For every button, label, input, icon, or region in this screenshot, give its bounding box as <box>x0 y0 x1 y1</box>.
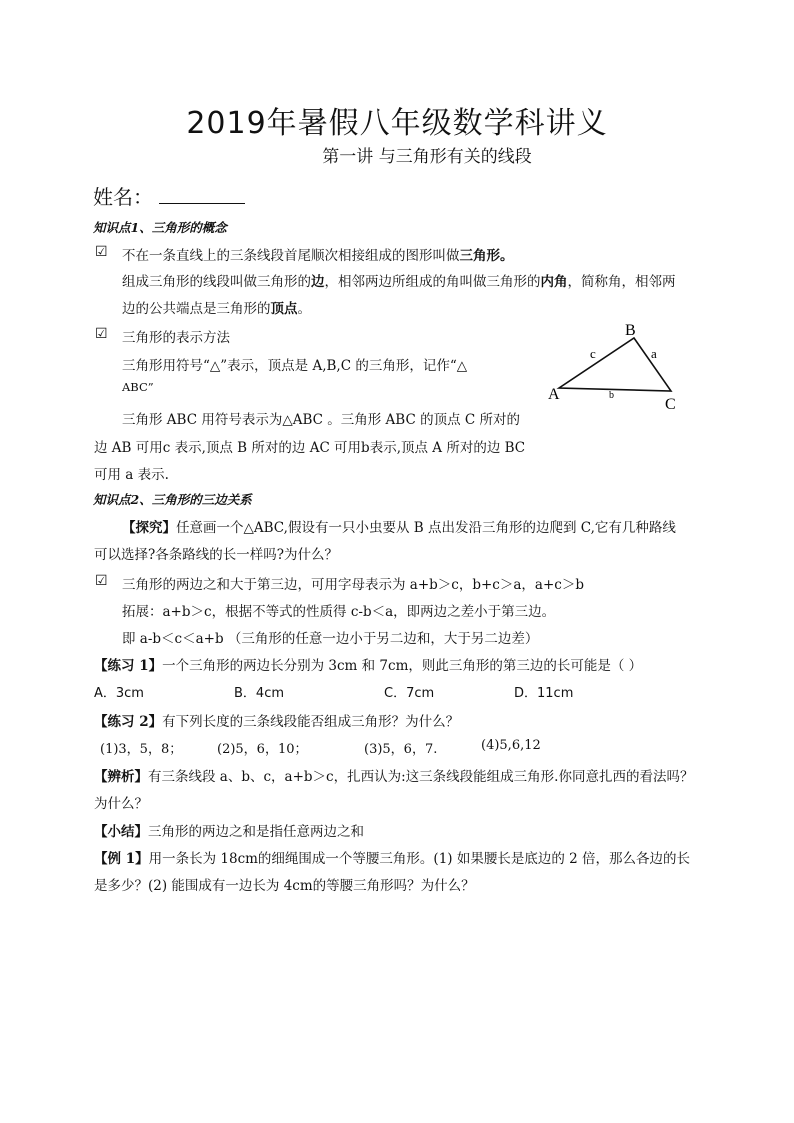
option-d: D．11cm <box>514 686 574 701</box>
text-segment: 组成三角形的线段叫做三角形的 <box>122 274 311 290</box>
exercise-2-question <box>94 710 459 730</box>
checkbox-icon: ☑ <box>95 244 108 260</box>
text-segment: 一个三角形的两边长分别为 3cm 和 7cm，则此三角形的第三边的长可能是（ ） <box>162 658 643 674</box>
definition-line-1 <box>122 244 514 264</box>
document-title: 2019年暑假八年级数学科讲义 <box>186 106 608 141</box>
name-field <box>93 181 245 210</box>
vertex-c-label: C <box>665 396 676 413</box>
exercise-2-label: 【练习 2】 <box>94 714 163 730</box>
text-segment: 用一条长为 18cm的细绳围成一个等腰三角形。(1) 如果腰长是底边的 2 倍，那么各边的长 <box>148 851 691 867</box>
analysis-question-cont: 为什么？ <box>94 796 148 812</box>
knowledge-point-1-heading: 知识点1、三角形的概念 <box>93 220 227 235</box>
explore-line-2: 可以选择?各条路线的长一样吗?为什么？ <box>94 547 338 563</box>
side-b-label: b <box>609 390 614 401</box>
exercise-2-item-3: (3)5，6，7. <box>364 742 438 757</box>
triangle-abc-figure <box>538 318 688 418</box>
checkbox-icon: ☑ <box>95 573 108 589</box>
conclusion-line: 即 a-b＜c＜a+b （三角形的任意一边小于另二边和，大于另二边差） <box>122 631 539 647</box>
triangle-inequality-rule: 三角形的两边之和大于第三边，可用字母表示为 a+b＞c，b+c＞a，a+c＞b <box>122 577 584 593</box>
extension-line: 拓展：a+b＞c，根据不等式的性质得 c-b＜a，即两边之差小于第三边。 <box>122 604 556 620</box>
knowledge-point-2-heading: 知识点2、三角形的三边关系 <box>93 492 252 507</box>
definition-line-3 <box>122 297 311 317</box>
vertex-b-label: B <box>625 322 636 339</box>
side-c-label: c <box>590 346 596 361</box>
exercise-2-item-1: (1)3，5，8； <box>100 742 183 757</box>
definition-line-2 <box>122 270 676 290</box>
text-segment: 不在一条直线上的三条线段首尾顺次相接组成的图形叫做 <box>122 248 460 264</box>
text-segment: 。 <box>297 301 311 317</box>
option-a: A．3cm <box>94 686 144 701</box>
notation-line-1: 三角形用符号“△”表示，顶点是 A,B,C 的三角形，记作“△ <box>122 358 468 374</box>
name-label: 姓名： <box>93 185 153 209</box>
bold-term: 顶点 <box>270 301 298 317</box>
bold-term: 边 <box>311 274 325 290</box>
example-1-question-cont: 是多少？(2) 能围成有一边长为 4cm的等腰三角形吗？为什么？ <box>94 878 475 894</box>
notation-line-3: 三角形 ABC 用符号表示为△ABC 。三角形 ABC 的顶点 C 所对的 <box>122 412 520 428</box>
option-b: B．4cm <box>234 686 285 701</box>
notation-line-4: 边 AB 可用c 表示,顶点 B 所对的边 AC 可用b表示,顶点 A 所对的边 BC <box>94 440 526 456</box>
summary-line <box>94 820 364 840</box>
example-1-label: 【例 1】 <box>94 851 149 867</box>
notation-line-2: ABC” <box>122 380 154 394</box>
exercise-1-question <box>94 654 642 674</box>
option-c: C．7cm <box>384 686 435 701</box>
notation-heading: 三角形的表示方法 <box>122 330 230 346</box>
text-segment: 边的公共端点是三角形的 <box>122 301 271 317</box>
checkbox-icon: ☑ <box>95 326 108 342</box>
text-segment: 任意画一个△ABC,假设有一只小虫要从 B 点出发沿三角形的边爬到 C,它有几种路线 <box>176 520 676 536</box>
exercise-1-label: 【练习 1】 <box>94 658 163 674</box>
bold-term: 三角形。 <box>459 248 514 264</box>
notation-line-5: 可用 a 表示. <box>94 467 169 483</box>
name-blank-line <box>159 185 245 204</box>
bold-term: 内角 <box>540 274 568 290</box>
text-segment: ，相邻两边所组成的角叫做三角形的 <box>324 274 541 290</box>
summary-label: 【小结】 <box>94 824 148 840</box>
exercise-2-item-4: (4)5,6,12 <box>481 738 541 753</box>
explore-label: 【探究】 <box>122 520 176 536</box>
vertex-a-label: A <box>548 386 560 403</box>
analysis-label: 【辨析】 <box>94 769 148 785</box>
analysis-question <box>94 765 693 785</box>
lecture-subtitle: 第一讲 与三角形有关的线段 <box>322 147 532 167</box>
text-segment: 有下列长度的三条线段能否组成三角形？为什么？ <box>162 714 460 730</box>
text-segment: 三角形的两边之和是指任意两边之和 <box>148 824 364 840</box>
explore-line-1 <box>122 516 676 536</box>
text-segment: 有三条线段 a、b、c，a+b＞c，扎西认为:这三条线段能组成三角形.你同意扎西的看法吗？ <box>148 769 694 785</box>
example-1-question <box>94 847 690 867</box>
exercise-2-item-2: (2)5，6，10； <box>217 742 308 757</box>
text-segment: ，简称角，相邻两 <box>567 274 676 290</box>
side-a-label: a <box>651 346 657 361</box>
